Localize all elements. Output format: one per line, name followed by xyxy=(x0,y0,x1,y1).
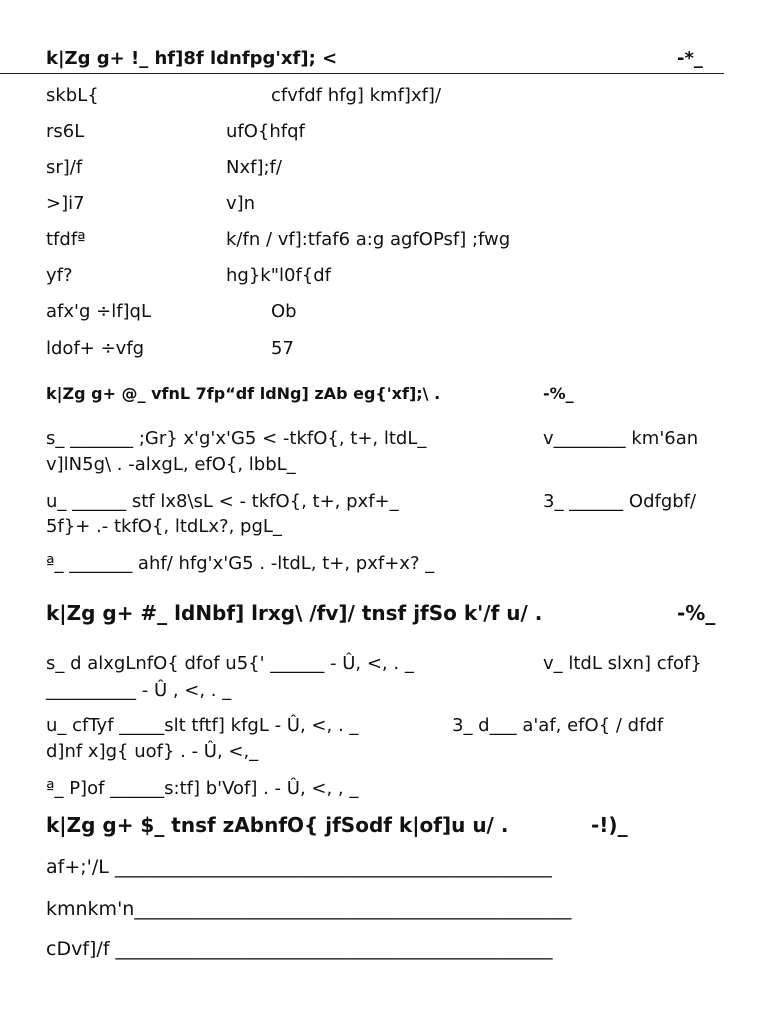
q3-item-b: v_ ltdL slxn] cfof} xyxy=(543,653,702,674)
q1-row-5-right: k/fn / vf]:tfaf6 a:g agfOPsf] ;fwg xyxy=(226,229,511,250)
q4-line-2: kmnkm'n______________________________________________ xyxy=(46,898,572,920)
q2-item-c: u_ ______ stf lx8\sL < - tkfO{, t+, pxf+_ xyxy=(46,491,399,512)
q1-row-1-left: skbL{ xyxy=(46,85,99,106)
q2-item-d: 3_ ______ Odfgbf/ xyxy=(543,491,697,512)
q1-row-4-left: >]i7 xyxy=(46,193,85,214)
q1-heading: k|Zg g+ !_ hf]8f ldnfpg'xf]; < xyxy=(46,48,338,69)
q1-row-1-right: cfvfdf hfg] kmf]xf]/ xyxy=(271,85,442,106)
q3-marks: -%_ xyxy=(677,601,716,625)
q3-item-e: ª_ P]of ______s:tf] b'Vof] . - Û, <, , _ xyxy=(46,778,359,799)
q1-row-3-left: sr]/f xyxy=(46,157,83,178)
q1-row-8-right: 57 xyxy=(271,338,294,359)
q3-heading: k|Zg g+ #_ ldNbf] lrxg\ /fv]/ tnsf jfSo k'/f u/ . xyxy=(46,601,543,625)
q2-item-b: v________ km'6an xyxy=(543,428,699,449)
q1-row-2-left: rs6L xyxy=(46,121,85,142)
heading-underline xyxy=(0,73,724,74)
q2-item-a: s_ _______ ;Gr} x'g'x'G5 < -tkfO{, t+, ltdL_ xyxy=(46,428,427,449)
q3-item-d-continued: d]nf x]g{ uof} . - Û, <,_ xyxy=(46,741,259,762)
q1-row-5-left: tfdfª xyxy=(46,229,86,250)
q1-row-7-left: afx'g ÷lf]qL xyxy=(46,301,152,322)
q2-heading: k|Zg g+ @_ vfnL 7fp“df ldNg] zAb eg{'xf];\ . xyxy=(46,384,441,403)
q2-item-b-continued: v]lN5g\ . -alxgL, efO{, lbbL_ xyxy=(46,454,296,475)
q4-line-3: cDvf]/f ______________________________________________ xyxy=(46,938,553,960)
q1-row-6-right: hg}k"l0f{df xyxy=(226,265,331,286)
q2-item-e: ª_ _______ ahf/ hfg'x'G5 . -ltdL, t+, pxf+x? _ xyxy=(46,553,435,574)
q4-line-1: af+;'/L ______________________________________________ xyxy=(46,856,552,878)
q4-marks: -!)_ xyxy=(591,813,628,837)
q3-item-c: u_ cfTyf _____slt tftf] kfgL - Û, <, . _ xyxy=(46,715,359,736)
q1-row-8-left: ldof+ ÷vfg xyxy=(46,338,145,359)
q3-item-b-continued: __________ - Û , <, . _ xyxy=(46,680,232,701)
q2-item-d-continued: 5f}+ .- tkfO{, ltdLx?, pgL_ xyxy=(46,516,282,537)
q1-row-2-right: ufO{hfqf xyxy=(226,121,305,142)
q1-row-7-right: Ob xyxy=(271,301,297,322)
q1-row-3-right: Nxf];f/ xyxy=(226,157,282,178)
q1-marks: -*_ xyxy=(677,48,703,69)
q4-heading: k|Zg g+ $_ tnsf zAbnfO{ jfSodf k|of]u u/ . xyxy=(46,813,509,837)
q2-marks: -%_ xyxy=(543,384,574,403)
q1-row-6-left: yf? xyxy=(46,265,73,286)
q1-row-4-right: v]n xyxy=(226,193,256,214)
q3-item-d: 3_ d___ a'af, efO{ / dfdf xyxy=(452,715,664,736)
q3-item-a: s_ d alxgLnfO{ dfof u5{' ______ - Û, <, . _ xyxy=(46,653,414,674)
